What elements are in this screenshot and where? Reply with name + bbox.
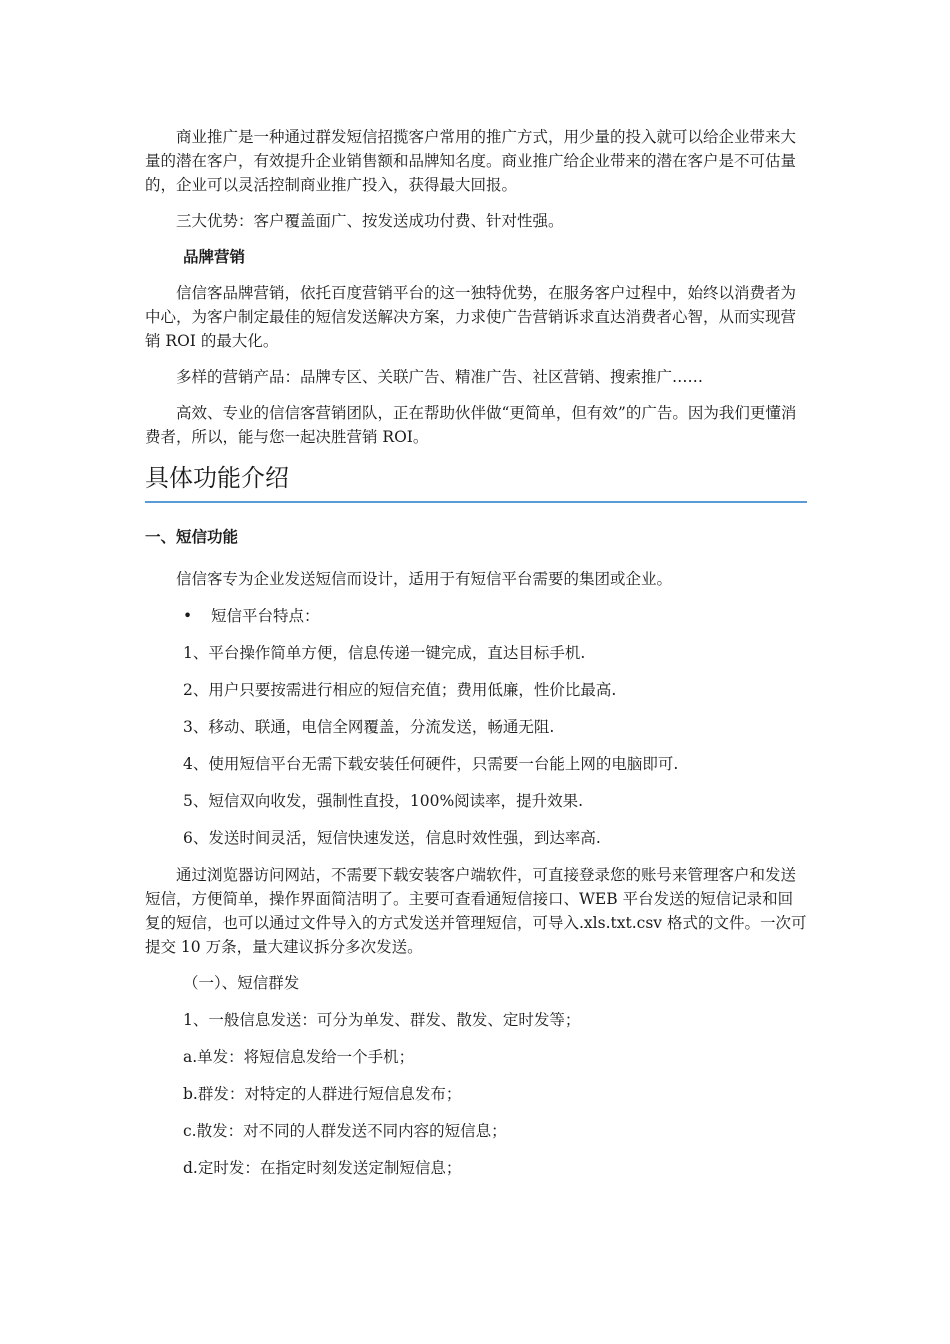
bullet-label: 短信平台特点： — [211, 607, 320, 625]
bullet-marker: • — [183, 607, 193, 625]
send-type-item: a.单发：将短信息发给一个手机； — [183, 1048, 415, 1066]
team-paragraph: 高效、专业的信信客营销团队，正在帮助伙伴做“更简单，但有效”的广告。因为我们更懂消费者，所以，能与您一起决胜营销 ROI。 — [145, 404, 797, 446]
section-title: 具体功能介绍 — [145, 461, 807, 503]
send-type-item: b.群发：对特定的人群进行短信息发布； — [183, 1085, 462, 1103]
advantages-paragraph: 三大优势：客户覆盖面广、按发送成功付费、针对性强。 — [176, 212, 564, 230]
browser-paragraph: 通过浏览器访问网站，不需要下载安装客户端软件，可直接登录您的账号来管理客户和发送短信，方便简单，操作界面简洁明了。主要可查看通短信接口、WEB 平台发送的短信记录和回复的短信，也可以通过文件导入的方式发送并管理短信，可导入.xls.txt.csv 格式的文件。一次可提交 10 万条，量大建议拆分多次发送。 — [145, 866, 807, 956]
brand-paragraph: 信信客品牌营销，依托百度营销平台的这一独特优势，在服务客户过程中，始终以消费者为中心，为客户制定最佳的短信发送解决方案，力求使广告营销诉求直达消费者心智，从而实现营销 ROI 的最大化。 — [145, 284, 797, 350]
send-type-item: 1、一般信息发送：可分为单发、群发、散发、定时发等； — [183, 1011, 581, 1029]
send-type-item: d.定时发：在指定时刻发送定制短信息； — [183, 1159, 462, 1177]
feature-item: 2、用户只要按需进行相应的短信充值；费用低廉，性价比最高. — [183, 681, 617, 699]
feature-item: 1、平台操作简单方便，信息传递一键完成，直达目标手机. — [183, 644, 586, 662]
feature-item: 6、发送时间灵活，短信快速发送，信息时效性强，到达率高. — [183, 829, 601, 847]
feature-item: 5、短信双向收发，强制性直投，100%阅读率，提升效果. — [183, 792, 584, 810]
send-type-item: c.散发：对不同的人群发送不同内容的短信息； — [183, 1122, 507, 1140]
feature-item: 3、移动、联通，电信全网覆盖，分流发送，畅通无阻. — [183, 718, 555, 736]
feature-item: 4、使用短信平台无需下载安装任何硬件，只需要一台能上网的电脑即可. — [183, 755, 679, 773]
features-bullet — [145, 604, 807, 628]
document-page — [145, 125, 807, 1193]
brand-heading: 品牌营销 — [183, 248, 246, 266]
sms-function-heading: 一、短信功能 — [145, 528, 239, 546]
sms-description: 信信客专为企业发送短信而设计，适用于有短信平台需要的集团或企业。 — [176, 570, 673, 588]
products-paragraph: 多样的营销产品：品牌专区、关联广告、精准广告、社区营销、搜索推广…… — [176, 368, 704, 386]
sms-group-send-heading: （一）、短信群发 — [183, 974, 300, 992]
intro-paragraph: 商业推广是一种通过群发短信招揽客户常用的推广方式，用少量的投入就可以给企业带来大量的潜在客户，有效提升企业销售额和品牌知名度。商业推广给企业带来的潜在客户是不可估量的，企业可以灵活控制商业推广投入，获得最大回报。 — [145, 128, 797, 194]
